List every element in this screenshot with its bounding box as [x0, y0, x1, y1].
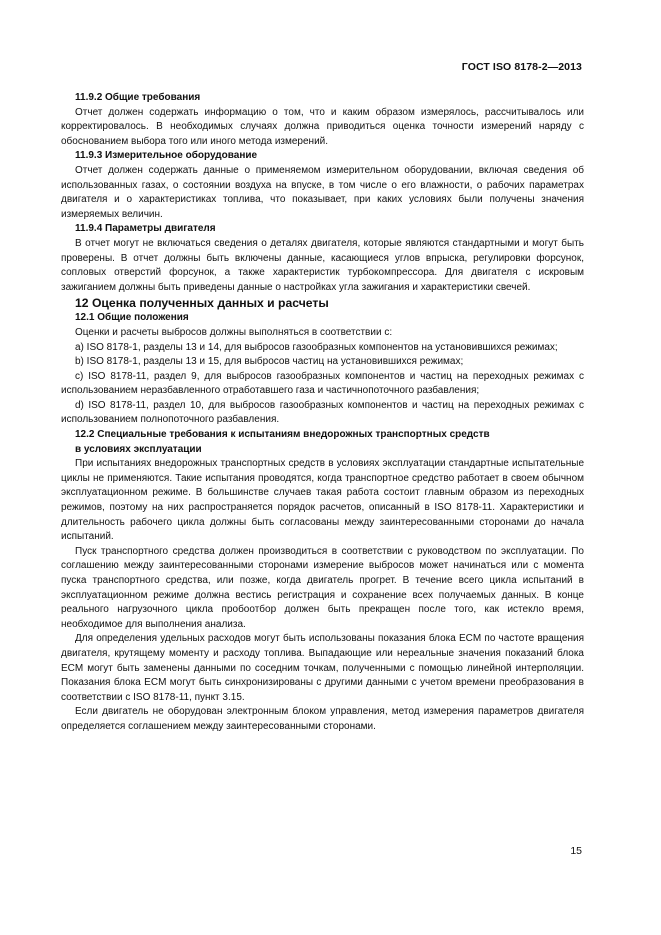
paragraph: Если двигатель не оборудован электронным блоком управления, метод измерения параметров двигателя определяется соглашением между заинтересованными сторонами.	[61, 706, 584, 732]
subsection-heading-12-2	[61, 428, 584, 457]
list-item: d) ISO 8178-11, раздел 10, для выбросов газообразных компонентов и частиц на переходных режимах с использованием полнопоточного разбавления.	[61, 399, 584, 426]
page-number: 15	[570, 845, 582, 857]
paragraph: Отчет должен содержать информацию о том, что и каким образом измерялось, рассчитывалось или корректировалось. В необходимых случаях должна приводиться оценка точности измерений наряду с обоснованием выбора того или иного метода измерений.	[61, 106, 584, 147]
subsection-heading-11-9-3: 11.9.3 Измерительное оборудование	[75, 150, 258, 162]
subsection-heading-11-9-4: 11.9.4 Параметры двигателя	[75, 223, 216, 235]
paragraph: Оценки и расчеты выбросов должны выполняться в соответствии с:	[75, 326, 393, 338]
subsection-heading-12-1: 12.1 Общие положения	[75, 312, 189, 324]
page-body	[61, 91, 584, 735]
paragraph: При испытаниях внедорожных транспортных средств в условиях эксплуатации стандартные испытательные циклы не применяются. Такие испытания проводятся, когда транспортное средство работает в своем обычном эксплуатационном режиме. В большинстве случаев такая работа состоит главным образом из переходных режимов, поэтому на них распространяется порядок расчетов, описанный в ISO 8178-11. Характеристики и длительность рабочего цикла должны быть согласованы между заинтересованными сторонами до начала испытаний.	[61, 458, 584, 543]
list-item: c) ISO 8178-11, раздел 9, для выбросов газообразных компонентов и частиц на переходных режимах с использованием неразбавленного отработавшего газа и частичнопоточного разбавления;	[61, 370, 584, 397]
heading-line: 12.2 Специальные требования к испытаниям внедорожных транспортных средств	[75, 429, 490, 441]
heading-line: в условиях эксплуатации	[75, 443, 202, 455]
list-item: b) ISO 8178-1, разделы 13 и 15, для выбросов частиц на установившихся режимах;	[75, 356, 464, 368]
paragraph: Пуск транспортного средства должен производиться в соответствии с руководством по эксплуатации. По соглашению между заинтересованными сторонами измерение выбросов может начинаться или с момента пуска транспортного средства, или позже, когда двигатель прогрет. В течение всего цикла испытаний в эксплуатационном режиме должна вестись регистрация и сохранение всех получаемых данных. В конце реального нагрузочного цикла пробоотбор должен быть прекращен после того, как истекло время, необходимое для выполнения анализа.	[61, 545, 584, 630]
list-item: a) ISO 8178-1, разделы 13 и 14, для выбросов газообразных компонентов на установившихся режимах;	[75, 341, 558, 353]
paragraph: Для определения удельных расходов могут быть использованы показания блока ECM по частоте вращения двигателя, крутящему моменту и расходу топлива. Выпадающие или нереальные значения показаний блока ECM могут быть заменены данными по соседним точкам, полученными с помощью линейной интерполяции. Показания блока ECM могут быть синхронизированы с другими данными с учетом времени преобразования в соответствии с ISO 8178-11, пункт 3.15.	[61, 633, 584, 703]
paragraph: Отчет должен содержать данные о применяемом измерительном оборудовании, включая сведения об использованных газах, о состоянии воздуха на впуске, в том числе о его влажности, о рабочих параметрах двигателя и о характеристиках топлива, что показывает, при каких условиях были получены значения измеряемых величин.	[61, 164, 584, 220]
paragraph: В отчет могут не включаться сведения о деталях двигателя, которые являются стандартными и могут быть проверены. В отчет должны быть включены данные, касающиеся углов впрыска, регулировки форсунок, сопловых отверстий форсунок, а также характеристик турбокомпрессора. Для двигателя с искровым зажиганием должны быть приведены данные о настройках угла зажигания и характеристики свечей.	[61, 237, 584, 293]
subsection-heading-11-9-2: 11.9.2 Общие требования	[75, 92, 201, 103]
section-heading-12: 12 Оценка полученных данных и расчеты	[75, 296, 329, 311]
document-header: ГОСТ ISO 8178-2—2013	[461, 61, 582, 73]
